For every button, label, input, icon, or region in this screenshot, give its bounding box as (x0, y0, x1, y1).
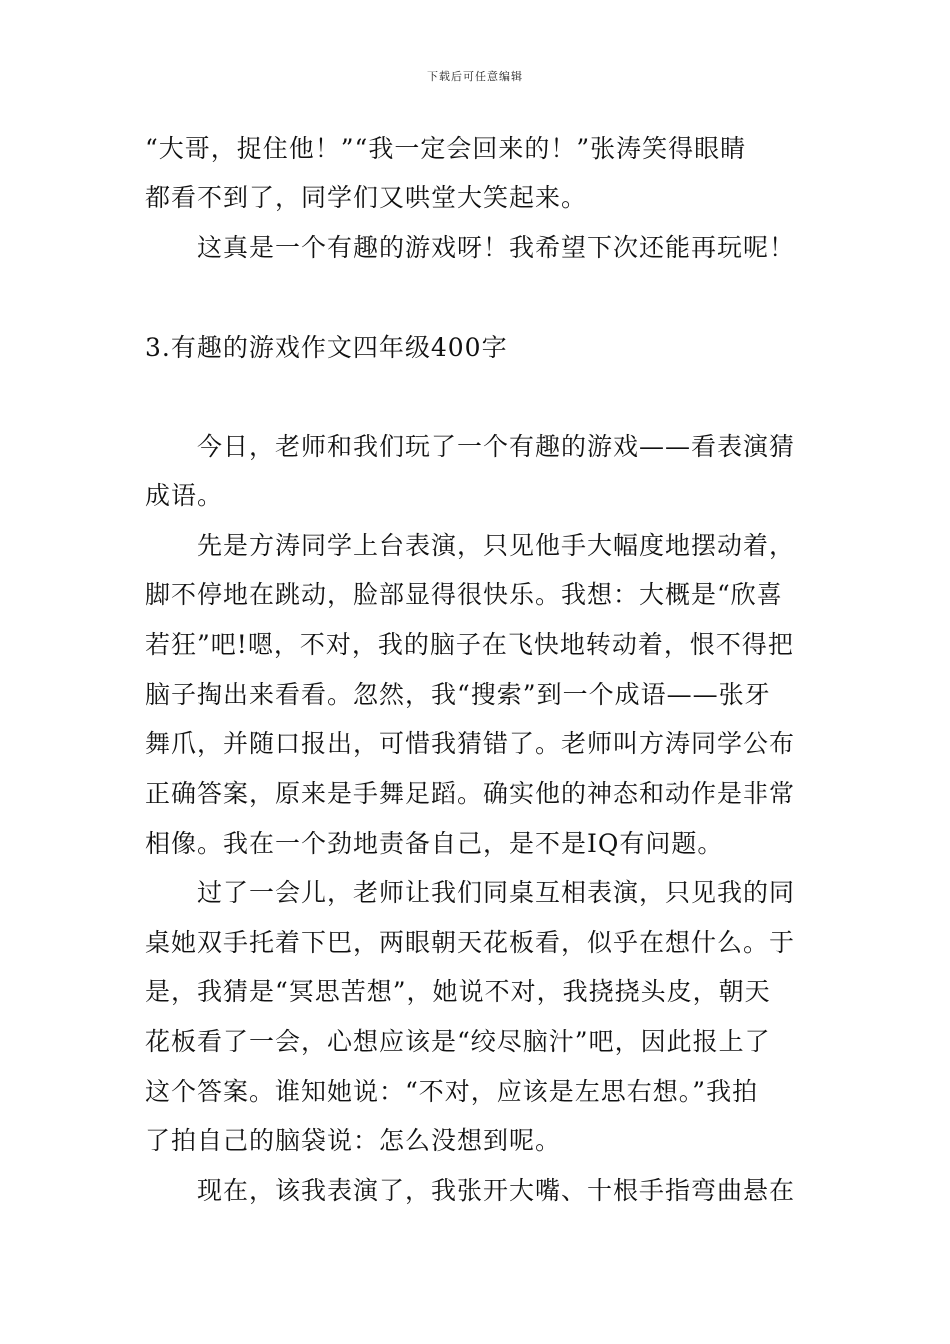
text-line: 桌她双手托着下巴，两眼朝天花板看，似乎在想什么。于 (145, 928, 796, 957)
text-line: 都看不到了，同学们又哄堂大笑起来。 (145, 183, 588, 212)
text-line: “大哥，捉住他！”“我一定会回来的！”张涛笑得眼睛 (145, 134, 747, 163)
text-line: 脑子掏出来看看。忽然，我“搜索”到一个成语——张牙 (145, 680, 771, 709)
text-line: 若狂”吧!嗯，不对，我的脑子在飞快地转动着，恨不得把 (145, 630, 794, 659)
text-line: 是，我猜是“冥思苦想”，她说不对，我挠挠头皮，朝天 (145, 977, 771, 1006)
page-header: 下载后可任意编辑 (427, 70, 523, 83)
text-line: 脚不停地在跳动，脸部显得很快乐。我想：大概是“欣喜 (145, 580, 783, 609)
text-line: 过了一会儿，老师让我们同桌互相表演，只见我的同 (145, 878, 796, 907)
section-heading: 3.有趣的游戏作文四年级400字 (145, 333, 508, 362)
text-line: 现在，该我表演了，我张开大嘴、十根手指弯曲悬在 (145, 1176, 796, 1205)
text-line: 成语。 (145, 481, 224, 510)
text-line: 先是方涛同学上台表演，只见他手大幅度地摆动着， (145, 531, 796, 560)
text-line: 这个答案。谁知她说：“不对，应该是左思右想。”我拍 (145, 1077, 759, 1106)
text-line: 相像。我在一个劲地责备自己，是不是IQ有问题。 (145, 829, 724, 858)
text-line: 舞爪，并随口报出，可惜我猜错了。老师叫方涛同学公布 (145, 729, 796, 758)
text-line: 这真是一个有趣的游戏呀！我希望下次还能再玩呢！ (145, 233, 796, 262)
text-line: 今日，老师和我们玩了一个有趣的游戏——看表演猜 (145, 432, 796, 461)
text-line: 了拍自己的脑袋说：怎么没想到呢。 (145, 1126, 562, 1155)
text-line: 花板看了一会，心想应该是“绞尽脑汁”吧，因此报上了 (145, 1027, 771, 1056)
text-line: 正确答案，原来是手舞足蹈。确实他的神态和动作是非常 (145, 779, 796, 808)
